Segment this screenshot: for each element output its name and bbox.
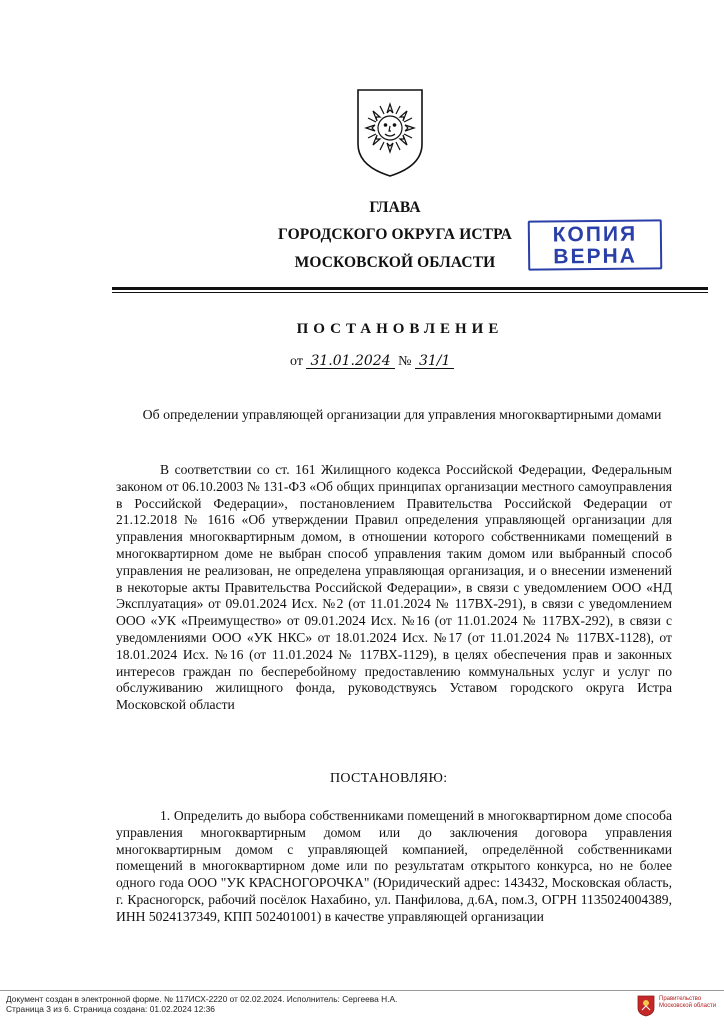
document-type: ПОСТАНОВЛЕНИЕ bbox=[296, 321, 504, 337]
stamp-line-2: ВЕРНА bbox=[553, 244, 637, 269]
clause-1-paragraph: 1. Определить до выбора собственниками помещений в многоквартирном доме способа управления многоквартирным домом или до заключения договора управления многоквартирным домом с управляющей компанией, определённой собственниками помещений в многоквартирном доме или по результатам открытого конкурса, но не более одного года ООО "УК КРАСНОГОРОЧКА" (Юридический адрес: 143432, Московская область, г. Красногорск, рабочий посёлок Нахабино, ул. Панфилова, д.6А, пом.3, ОГРН 1135024004389, ИНН 5024137349, КПП 502401001) в качестве управляющей организации bbox=[116, 808, 672, 924]
date-number-line bbox=[290, 354, 454, 370]
gov-label bbox=[659, 996, 723, 1010]
footer-line-2: Страница 3 из 6. Страница создана: 01.02.2024 12:36 bbox=[6, 1004, 215, 1014]
footer-line-1: Документ создан в электронной форме. № 117ИСХ-2220 от 02.02.2024. Исполнитель: Сергеева Н.А. bbox=[6, 994, 398, 1004]
gov-label-line-1: Правительство bbox=[659, 996, 702, 1002]
footer-divider bbox=[0, 990, 724, 991]
document-date: 31.01.2024 bbox=[306, 354, 394, 369]
resolve-heading: ПОСТАНОВЛЯЮ: bbox=[330, 771, 448, 786]
date-prefix: от bbox=[290, 354, 303, 369]
header-rule-thin bbox=[112, 292, 708, 293]
header-line-1: ГЛАВА bbox=[369, 199, 421, 216]
copy-verified-stamp bbox=[528, 219, 663, 270]
moscow-region-coat-of-arms-icon bbox=[637, 995, 655, 1017]
preamble-paragraph: В соответствии со ст. 161 Жилищного кодекса Российской Федерации, Федеральным законом от 06.10.2003 № 131-ФЗ «Об общих принципах организации местного самоуправления в Российской Федерации», постановлением Правительства Российской Федерации от 21.12.2018 № 1616 «Об утверждении Правил определения управляющей организации для управления многоквартирным домом, в отношении которого собственниками помещений в многоквартирном доме не выбран способ управления таким домом или выбранный способ управления не реализован, не определена управляющая организация, и о внесении изменений в некоторые акты Правительства Российской Федерации», в связи с уведомлением ООО «НД Эксплуатация» от 09.01.2024 Исх. №2 (от 11.01.2024 № 117ВХ-291), в связи с уведомлением ООО «УК «Преимущество» от 09.01.2024 Исх. №16 (от 11.01.2024 № 117ВХ-292), в связи с уведомлениями ООО «УК НКС» от 18.01.2024 Исх. №17 (от 11.01.2024 № 117ВХ-1128), от 18.01.2024 Исх. №16 (от 11.01.2024 № 117ВХ-1129), в целях обеспечения прав и законных интересов граждан по бесперебойному предоставлению коммунальных услуг и услуг по обслуживанию жилищного фонда, руководствуясь Уставом городского округа Истра Московской области bbox=[116, 462, 672, 713]
document-title: Об определении управляющей организации для управления многоквартирными домами bbox=[142, 407, 662, 422]
gov-label-line-2: Московской области bbox=[659, 1003, 717, 1009]
stamp-line-1: КОПИЯ bbox=[552, 222, 638, 247]
number-prefix: № bbox=[398, 354, 412, 369]
footer-info bbox=[6, 994, 606, 1014]
header-rule-thick bbox=[112, 287, 708, 290]
document-number: 31/1 bbox=[415, 354, 454, 369]
header-line-3: МОСКОВСКОЙ ОБЛАСТИ bbox=[294, 254, 496, 271]
header-line-2: ГОРОДСКОГО ОКРУГА ИСТРА bbox=[278, 226, 512, 243]
sun-coat-of-arms-icon bbox=[354, 86, 426, 178]
